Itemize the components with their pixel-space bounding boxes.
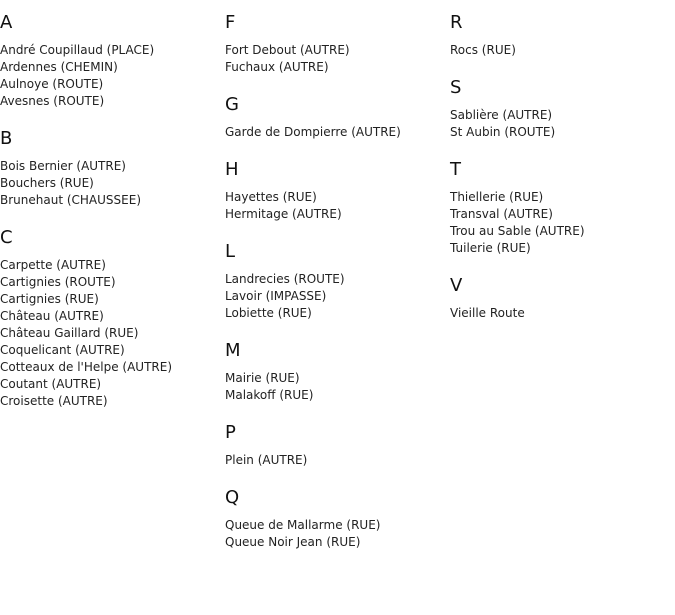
letter-group-m — [225, 340, 445, 404]
street-link-lavoir-impasse[interactable]: Lavoir (IMPASSE) — [225, 289, 327, 303]
group-letter-heading: L — [225, 241, 236, 262]
letter-group-l — [225, 241, 445, 322]
street-link-brunehaut-chaussee[interactable]: Brunehaut (CHAUSSEE) — [0, 193, 141, 207]
letter-group-s — [450, 77, 670, 141]
letter-group-h — [225, 159, 445, 223]
street-list — [225, 370, 445, 404]
street-link-cartignies-rue[interactable]: Cartignies (RUE) — [0, 292, 99, 306]
street-link-lobiette-rue[interactable]: Lobiette (RUE) — [225, 306, 312, 320]
street-list — [450, 42, 670, 59]
street-list — [450, 107, 670, 141]
letter-group-q — [225, 487, 445, 551]
street-list — [0, 42, 220, 110]
street-link-vieille-route[interactable]: Vieille Route — [450, 306, 525, 320]
street-link-st-aubin-route[interactable]: St Aubin (ROUTE) — [450, 125, 556, 139]
street-link-fort-debout-autre[interactable]: Fort Debout (AUTRE) — [225, 43, 350, 57]
street-link-cotteaux-de-l-helpe-autre[interactable]: Cotteaux de l'Helpe (AUTRE) — [0, 360, 172, 374]
letter-group-a — [0, 12, 220, 110]
street-list — [0, 257, 220, 410]
group-letter-heading: T — [450, 159, 461, 180]
letter-group-f — [225, 12, 445, 76]
street-list — [225, 271, 445, 322]
street-link-trou-au-sable-autre[interactable]: Trou au Sable (AUTRE) — [450, 224, 585, 238]
street-link-queue-de-mallarme-rue[interactable]: Queue de Mallarme (RUE) — [225, 518, 381, 532]
street-link-sabliere-autre[interactable]: Sablière (AUTRE) — [450, 108, 553, 122]
street-link-chateau-autre[interactable]: Château (AUTRE) — [0, 309, 104, 323]
letter-group-g — [225, 94, 445, 141]
group-letter-heading: F — [225, 12, 236, 33]
street-link-chateau-gaillard-rue[interactable]: Château Gaillard (RUE) — [0, 326, 139, 340]
group-letter-heading: G — [225, 94, 239, 115]
street-link-plein-autre[interactable]: Plein (AUTRE) — [225, 453, 308, 467]
street-link-hermitage-autre[interactable]: Hermitage (AUTRE) — [225, 207, 342, 221]
street-link-transval-autre[interactable]: Transval (AUTRE) — [450, 207, 553, 221]
street-link-thiellerie-rue[interactable]: Thiellerie (RUE) — [450, 190, 544, 204]
group-letter-heading: M — [225, 340, 241, 361]
street-list — [450, 305, 670, 322]
street-link-garde-de-dompierre-autre[interactable]: Garde de Dompierre (AUTRE) — [225, 125, 401, 139]
group-letter-heading: S — [450, 77, 462, 98]
street-column-3 — [450, 12, 670, 340]
street-link-bouchers-rue[interactable]: Bouchers (RUE) — [0, 176, 94, 190]
group-letter-heading: H — [225, 159, 239, 180]
letter-group-p — [225, 422, 445, 469]
group-letter-heading: A — [0, 12, 13, 33]
street-list — [225, 124, 445, 141]
street-list — [225, 189, 445, 223]
street-link-fuchaux-autre[interactable]: Fuchaux (AUTRE) — [225, 60, 329, 74]
letter-group-t — [450, 159, 670, 257]
letter-group-b — [0, 128, 220, 209]
street-link-cartignies-route[interactable]: Cartignies (ROUTE) — [0, 275, 116, 289]
street-link-coquelicant-autre[interactable]: Coquelicant (AUTRE) — [0, 343, 125, 357]
group-letter-heading: P — [225, 422, 236, 443]
street-link-malakoff-rue[interactable]: Malakoff (RUE) — [225, 388, 314, 402]
letter-group-c — [0, 227, 220, 410]
street-list — [0, 158, 220, 209]
street-list — [225, 517, 445, 551]
street-link-mairie-rue[interactable]: Mairie (RUE) — [225, 371, 300, 385]
street-link-aulnoye-route[interactable]: Aulnoye (ROUTE) — [0, 77, 104, 91]
group-letter-heading: V — [450, 275, 463, 296]
letter-group-r — [450, 12, 670, 59]
street-column-2 — [225, 12, 445, 569]
group-letter-heading: Q — [225, 487, 240, 508]
street-link-andre-coupillaud-place[interactable]: André Coupillaud (PLACE) — [0, 43, 155, 57]
street-column-1 — [0, 12, 220, 428]
street-link-croisette-autre[interactable]: Croisette (AUTRE) — [0, 394, 108, 408]
group-letter-heading: C — [0, 227, 13, 248]
street-link-coutant-autre[interactable]: Coutant (AUTRE) — [0, 377, 102, 391]
street-link-tuilerie-rue[interactable]: Tuilerie (RUE) — [450, 241, 531, 255]
street-link-bois-bernier-autre[interactable]: Bois Bernier (AUTRE) — [0, 159, 126, 173]
group-letter-heading: R — [450, 12, 463, 33]
street-list — [450, 189, 670, 257]
group-letter-heading: B — [0, 128, 13, 149]
street-link-ardennes-chemin[interactable]: Ardennes (CHEMIN) — [0, 60, 118, 74]
letter-group-v — [450, 275, 670, 322]
street-link-landrecies-route[interactable]: Landrecies (ROUTE) — [225, 272, 345, 286]
street-link-carpette-autre[interactable]: Carpette (AUTRE) — [0, 258, 106, 272]
street-link-hayettes-rue[interactable]: Hayettes (RUE) — [225, 190, 317, 204]
street-list — [225, 452, 445, 469]
street-link-queue-noir-jean-rue[interactable]: Queue Noir Jean (RUE) — [225, 535, 361, 549]
street-link-avesnes-route[interactable]: Avesnes (ROUTE) — [0, 94, 105, 108]
street-list — [225, 42, 445, 76]
street-link-rocs-rue[interactable]: Rocs (RUE) — [450, 43, 516, 57]
